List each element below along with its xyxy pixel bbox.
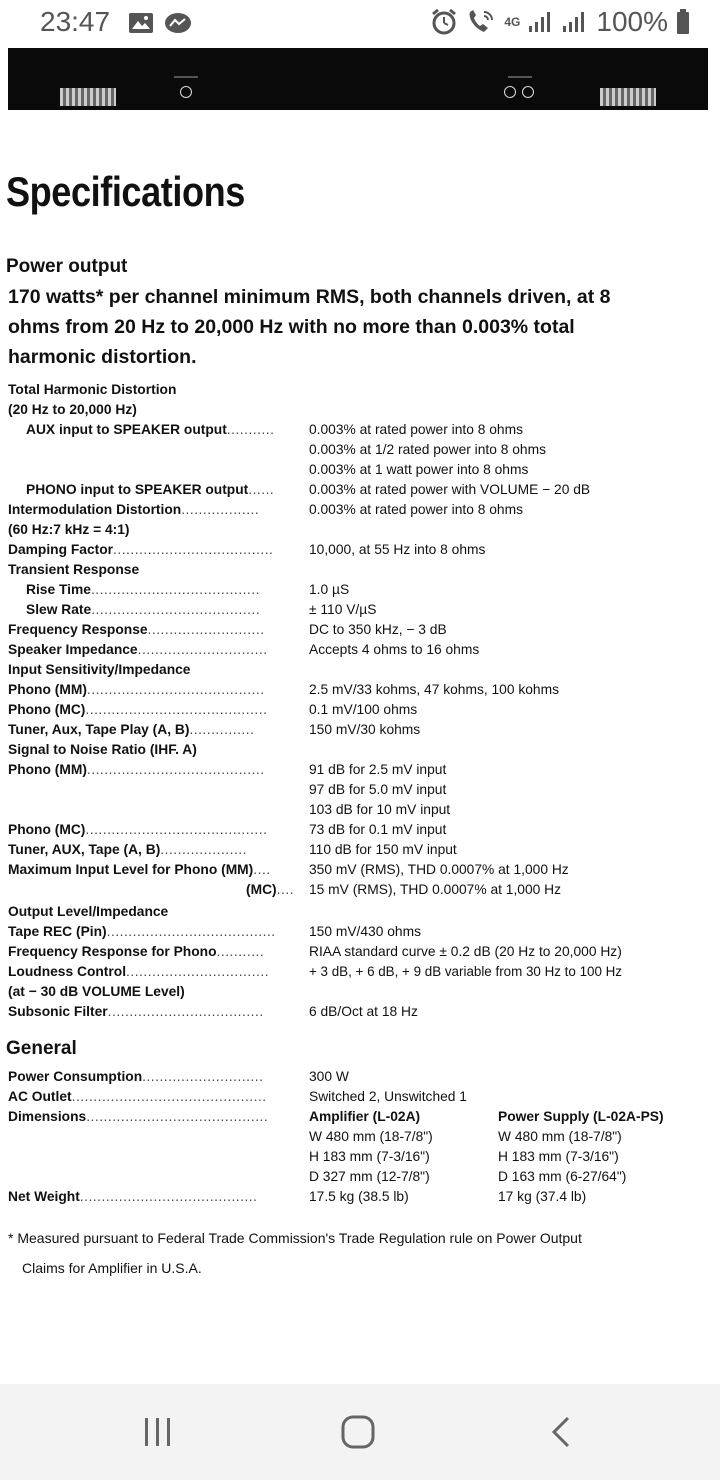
spec-value: 150 mV/30 kohms — [309, 722, 421, 737]
spec-row: AUX input to SPEAKER output........... — [26, 422, 275, 437]
spec-heading — [8, 560, 139, 580]
spec-label: Maximum Input Level for Phono (MM) — [8, 862, 254, 877]
spec-row: Frequency Response for Phono........... — [8, 944, 265, 959]
amp-foot-right — [600, 88, 656, 106]
signal-icon — [528, 10, 554, 34]
spec-label: AC Outlet — [8, 1089, 72, 1104]
amp-foot-left — [60, 88, 116, 106]
amp-label-right — [508, 76, 532, 78]
amplifier-column-head: Amplifier (L-02A) — [309, 1109, 421, 1124]
spec-value: 350 mV (RMS), THD 0.0007% at 1,000 Hz — [309, 862, 569, 877]
spec-value: W 480 mm (18-7/8") — [309, 1129, 433, 1144]
spec-value: ± 110 V/µS — [309, 602, 377, 617]
power-output-text — [8, 282, 720, 372]
spec-value: 300 W — [309, 1069, 349, 1084]
spec-label: Tuner, Aux, Tape Play (A, B) — [8, 722, 190, 737]
spec-row: Phono (MM)......................................... — [8, 762, 265, 777]
spec-label: Speaker Impedance — [8, 642, 138, 657]
general-heading: General — [6, 1038, 77, 1059]
spec-heading — [8, 740, 197, 760]
spec-label: Rise Time — [26, 582, 91, 597]
spec-row: Slew Rate....................................... — [26, 602, 261, 617]
image-icon — [128, 12, 154, 34]
amplifier-photo — [8, 48, 708, 110]
spec-heading — [8, 660, 190, 680]
spec-value: 150 mV/430 ohms — [309, 924, 421, 939]
spec-row: Dimensions.......................................... — [8, 1109, 269, 1124]
spec-heading-text: Transient Response — [8, 562, 140, 577]
spec-value: RIAA standard curve ± 0.2 dB (20 Hz to 20,000 Hz) — [309, 944, 622, 959]
spec-label: Dimensions — [8, 1109, 87, 1124]
amp-knob — [180, 86, 192, 98]
spec-value: D 327 mm (12-7/8") — [309, 1169, 430, 1184]
spec-heading-text: (20 Hz to 20,000 Hz) — [8, 402, 137, 417]
spec-row: Maximum Input Level for Phono (MM).... — [8, 862, 271, 877]
spec-label: Subsonic Filter — [8, 1004, 108, 1019]
spec-value: 0.003% at 1 watt power into 8 ohms — [309, 462, 529, 477]
spec-heading — [8, 380, 176, 400]
spec-value: 6 dB/Oct at 18 Hz — [309, 1004, 418, 1019]
spec-row: Rise Time....................................... — [26, 582, 260, 597]
spec-value: 10,000, at 55 Hz into 8 ohms — [309, 542, 486, 557]
spec-sub — [8, 520, 130, 540]
spec-value: 2.5 mV/33 kohms, 47 kohms, 100 kohms — [309, 682, 559, 697]
signal-icon-2 — [562, 10, 588, 34]
spec-value: 0.1 mV/100 ohms — [309, 702, 418, 717]
spec-heading — [8, 400, 137, 420]
home-icon[interactable] — [340, 1414, 376, 1450]
spec-row: Loudness Control................................. — [8, 964, 270, 979]
spec-value: 17 kg (37.4 lb) — [498, 1189, 587, 1204]
spec-heading — [8, 902, 168, 922]
spec-heading-text: Output Level/Impedance — [8, 904, 169, 919]
spec-label: AUX input to SPEAKER output — [26, 422, 227, 437]
spec-value: D 163 mm (6-27/64") — [498, 1169, 627, 1184]
spec-heading-text: Input Sensitivity/Impedance — [8, 662, 191, 677]
spec-value: DC to 350 kHz, − 3 dB — [309, 622, 447, 637]
amp-label-left — [174, 76, 198, 78]
network-type: 4G — [504, 15, 521, 29]
spec-row: Power Consumption............................ — [8, 1069, 264, 1084]
spec-label: Intermodulation Distortion — [8, 502, 182, 517]
spec-row: Subsonic Filter.................................... — [8, 1004, 264, 1019]
spec-value: 1.0 µS — [309, 582, 350, 597]
spec-value: 0.003% at 1/2 rated power into 8 ohms — [309, 442, 546, 457]
status-bar — [0, 0, 720, 48]
spec-row: (MC).... — [246, 882, 294, 897]
spec-row: Frequency Response........................... — [8, 622, 265, 637]
spec-value: Switched 2, Unswitched 1 — [309, 1089, 467, 1104]
spec-value: 97 dB for 5.0 mV input — [309, 782, 447, 797]
clock: 23:47 — [40, 6, 111, 37]
spec-label: Phono (MM) — [8, 762, 87, 777]
wifi-calling-icon — [466, 8, 496, 36]
spec-label: (MC) — [246, 882, 277, 897]
spec-value: H 183 mm (7-3/16") — [309, 1149, 430, 1164]
spec-label: PHONO input to SPEAKER output — [26, 482, 249, 497]
spec-heading-text: Signal to Noise Ratio (IHF. A) — [8, 742, 197, 757]
spec-row: PHONO input to SPEAKER output...... — [26, 482, 275, 497]
spec-label: Frequency Response for Phono — [8, 944, 217, 959]
messenger-icon — [164, 12, 192, 36]
spec-row: Tuner, Aux, Tape Play (A, B)............... — [8, 722, 255, 737]
navigation-bar — [0, 1384, 720, 1480]
spec-row: Phono (MC).......................................... — [8, 702, 268, 717]
spec-label: Slew Rate — [26, 602, 92, 617]
spec-value: 0.003% at rated power into 8 ohms — [309, 422, 523, 437]
spec-label: Loudness Control — [8, 964, 127, 979]
spec-value: 73 dB for 0.1 mV input — [309, 822, 447, 837]
amp-knob — [504, 86, 516, 98]
spec-label: Phono (MC) — [8, 822, 86, 837]
spec-sub-text: (60 Hz:7 kHz = 4:1) — [8, 522, 130, 537]
power-output-line: 170 watts* per channel minimum RMS, both channels driven, at 8 — [8, 286, 611, 308]
spec-value: 110 dB for 150 mV input — [309, 842, 457, 857]
page-title: Specifications — [6, 168, 245, 215]
spec-value: 0.003% at rated power with VOLUME − 20 dB — [309, 482, 591, 497]
spec-label: Damping Factor — [8, 542, 114, 557]
power-output-line: ohms from 20 Hz to 20,000 Hz with no more than 0.003% total — [8, 316, 575, 338]
spec-row: Speaker Impedance.............................. — [8, 642, 268, 657]
spec-label: Phono (MC) — [8, 702, 86, 717]
footnote: * Measured pursuant to Federal Trade Commission's Trade Regulation rule on Power Output — [8, 1230, 582, 1246]
spec-value: + 3 dB, + 6 dB, + 9 dB variable from 30 Hz to 100 Hz — [309, 964, 622, 979]
spec-label: Tuner, AUX, Tape (A, B) — [8, 842, 161, 857]
back-icon[interactable] — [544, 1414, 580, 1450]
spec-heading-text: Total Harmonic Distortion — [8, 382, 177, 397]
spec-value: H 183 mm (7-3/16") — [498, 1149, 619, 1164]
spec-row: Tuner, AUX, Tape (A, B).................... — [8, 842, 247, 857]
alarm-icon — [430, 8, 458, 36]
spec-row: AC Outlet............................................. — [8, 1089, 267, 1104]
spec-sub-text: (at − 30 dB VOLUME Level) — [8, 984, 185, 999]
spec-label: Net Weight — [8, 1189, 80, 1204]
spec-value: 17.5 kg (38.5 lb) — [309, 1189, 409, 1204]
battery-percent: 100% — [596, 6, 668, 37]
spec-label: Phono (MM) — [8, 682, 87, 697]
spec-value: 91 dB for 2.5 mV input — [309, 762, 447, 777]
spec-row: Phono (MM)......................................... — [8, 682, 265, 697]
spec-label: Tape REC (Pin) — [8, 924, 107, 939]
spec-sub — [8, 982, 185, 1002]
spec-value: 0.003% at rated power into 8 ohms — [309, 502, 523, 517]
spec-row: Phono (MC).......................................... — [8, 822, 268, 837]
spec-value: 15 mV (RMS), THD 0.0007% at 1,000 Hz — [309, 882, 562, 897]
spec-value: W 480 mm (18-7/8") — [498, 1129, 622, 1144]
spec-document — [0, 110, 720, 1384]
spec-label: Power Consumption — [8, 1069, 143, 1084]
spec-row: Damping Factor..................................... — [8, 542, 274, 557]
spec-value: Accepts 4 ohms to 16 ohms — [309, 642, 480, 657]
spec-label: Frequency Response — [8, 622, 148, 637]
spec-row: Intermodulation Distortion.................. — [8, 502, 260, 517]
amp-knob — [522, 86, 534, 98]
power-supply-column-head: Power Supply (L-02A-PS) — [498, 1109, 664, 1124]
spec-row: Net Weight......................................... — [8, 1189, 258, 1204]
power-output-heading: Power output — [6, 256, 128, 277]
spec-row: Tape REC (Pin)....................................... — [8, 924, 276, 939]
spec-value: 103 dB for 10 mV input — [309, 802, 451, 817]
power-output-line: harmonic distortion. — [8, 346, 197, 368]
footnote: Claims for Amplifier in U.S.A. — [22, 1260, 202, 1276]
battery-icon — [676, 9, 690, 35]
recent-apps-icon[interactable] — [140, 1414, 176, 1450]
